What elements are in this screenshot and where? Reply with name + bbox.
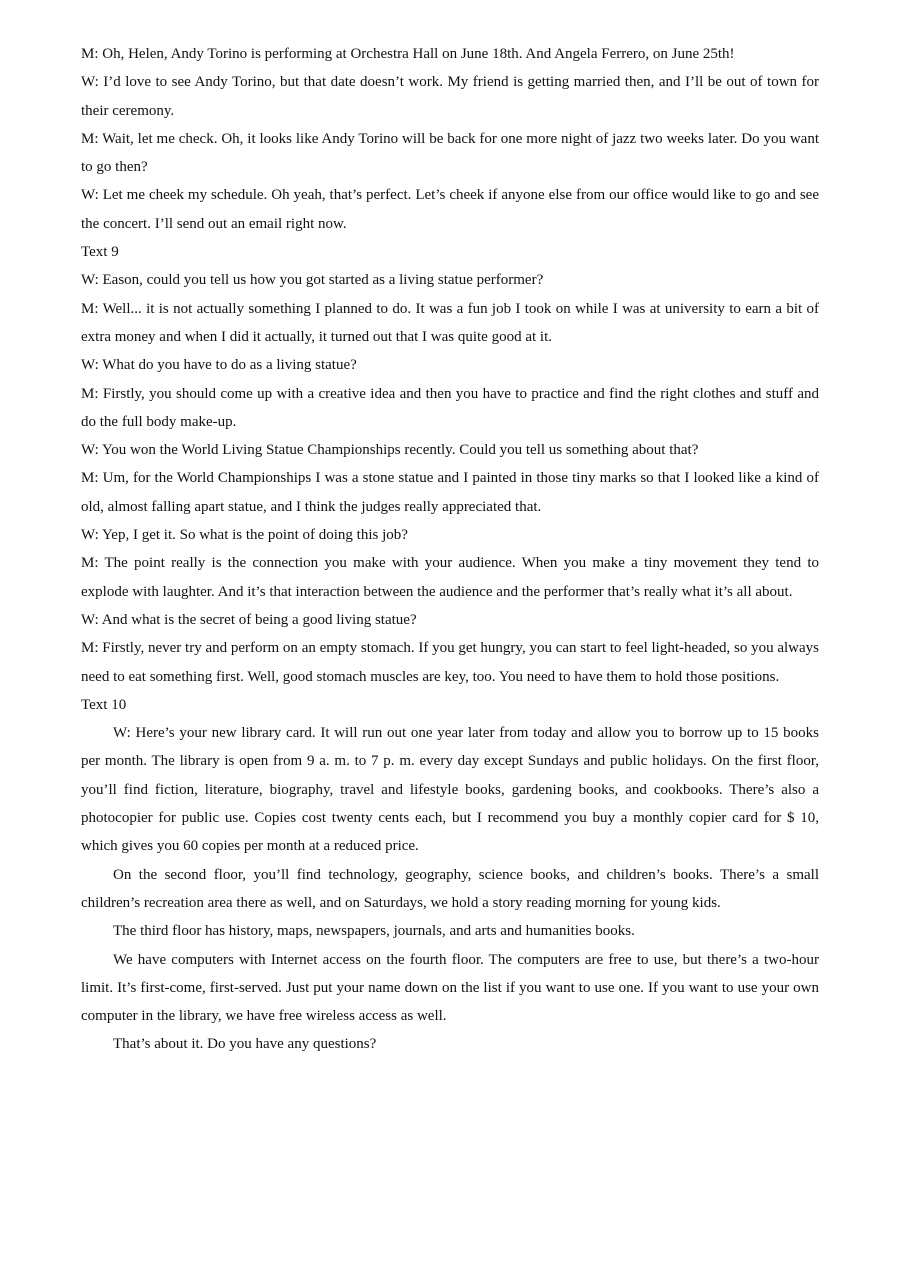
dialogue-line: M: Oh, Helen, Andy Torino is performing at Orchestra Hall on June 18th. And Angela Ferrero, on June 25th! [81, 46, 735, 62]
monologue-paragraph: That’s about it. Do you have any questions? [113, 1036, 377, 1053]
dialogue-line: M: Firstly, never try and perform on an empty stomach. If you get hungry, you can start to feel light-headed, so you always need to eat something first. Well, good stomach muscles are key, too. You need to have them to hold those positions. [81, 640, 819, 685]
dialogue-line: W: You won the World Living Statue Championships recently. Could you tell us something about that? [81, 442, 699, 459]
dialogue-line: W: Let me cheek my schedule. Oh yeah, that’s perfect. Let’s cheek if anyone else from our office would like to go and see the concert. I’ll send out an email right now. [81, 187, 819, 232]
dialogue-line: W: Yep, I get it. So what is the point of doing this job? [81, 527, 408, 544]
monologue-paragraph: On the second floor, you’ll find technology, geography, science books, and children’s books. There’s a small children’s recreation area there as well, and on Saturdays, we hold a story reading morning for young kids. [81, 866, 819, 911]
section-heading: Text 10 [81, 696, 127, 713]
dialogue-line: W: And what is the secret of being a good living statue? [81, 611, 417, 628]
dialogue-line: W: What do you have to do as a living statue? [81, 357, 357, 374]
dialogue-line: M: Firstly, you should come up with a creative idea and then you have to practice and find the right clothes and stuff and do the full body make-up. [81, 385, 819, 430]
section-heading: Text 9 [81, 244, 119, 261]
document-page [81, 40, 819, 1059]
monologue-paragraph: We have computers with Internet access on the fourth floor. The computers are free to use, but there’s a two-hour limit. It’s first-come, first-served. Just put your name down on the list if you want to use one. If you want to use your own computer in the library, we have free wireless access as well. [81, 951, 819, 1025]
dialogue-line: M: Well... it is not actually something I planned to do. It was a fun job I took on while I was at university to earn a bit of extra money and when I did it actually, it turned out that I was quite good at it. [81, 300, 819, 345]
dialogue-line: M: The point really is the connection you make with your audience. When you make a tiny movement they tend to explode with laughter. And it’s that interaction between the audience and the performer that’s really what it’s all about. [81, 555, 819, 600]
dialogue-line: M: Wait, let me check. Oh, it looks like Andy Torino will be back for one more night of jazz two weeks later. Do you want to go then? [81, 130, 819, 176]
dialogue-line: W: I’d love to see Andy Torino, but that date doesn’t work. My friend is getting married then, and I’ll be out of town for their ceremony. [81, 74, 819, 119]
monologue-paragraph: The third floor has history, maps, newspapers, journals, and arts and humanities books. [113, 923, 635, 940]
dialogue-line: W: Eason, could you tell us how you got started as a living statue performer? [81, 272, 544, 289]
monologue-paragraph: W: Here’s your new library card. It will run out one year later from today and allow you to borrow up to 15 books per month. The library is open from 9 a. m. to 7 p. m. every day except Sundays and public holidays. On the first floor, you’ll find fiction, literature, biography, travel and lifestyle books, gardening books, and cookbooks. There’s also a photocopier for public use. Copies cost twenty cents each, but I recommend you buy a monthly copier card for $ 10, which gives you 60 copies per month at a reduced price. [81, 725, 819, 855]
dialogue-line: M: Um, for the World Championships I was a stone statue and I painted in those tiny marks so that I looked like a kind of old, almost falling apart statue, and I think the judges really appreciated that. [81, 470, 819, 515]
